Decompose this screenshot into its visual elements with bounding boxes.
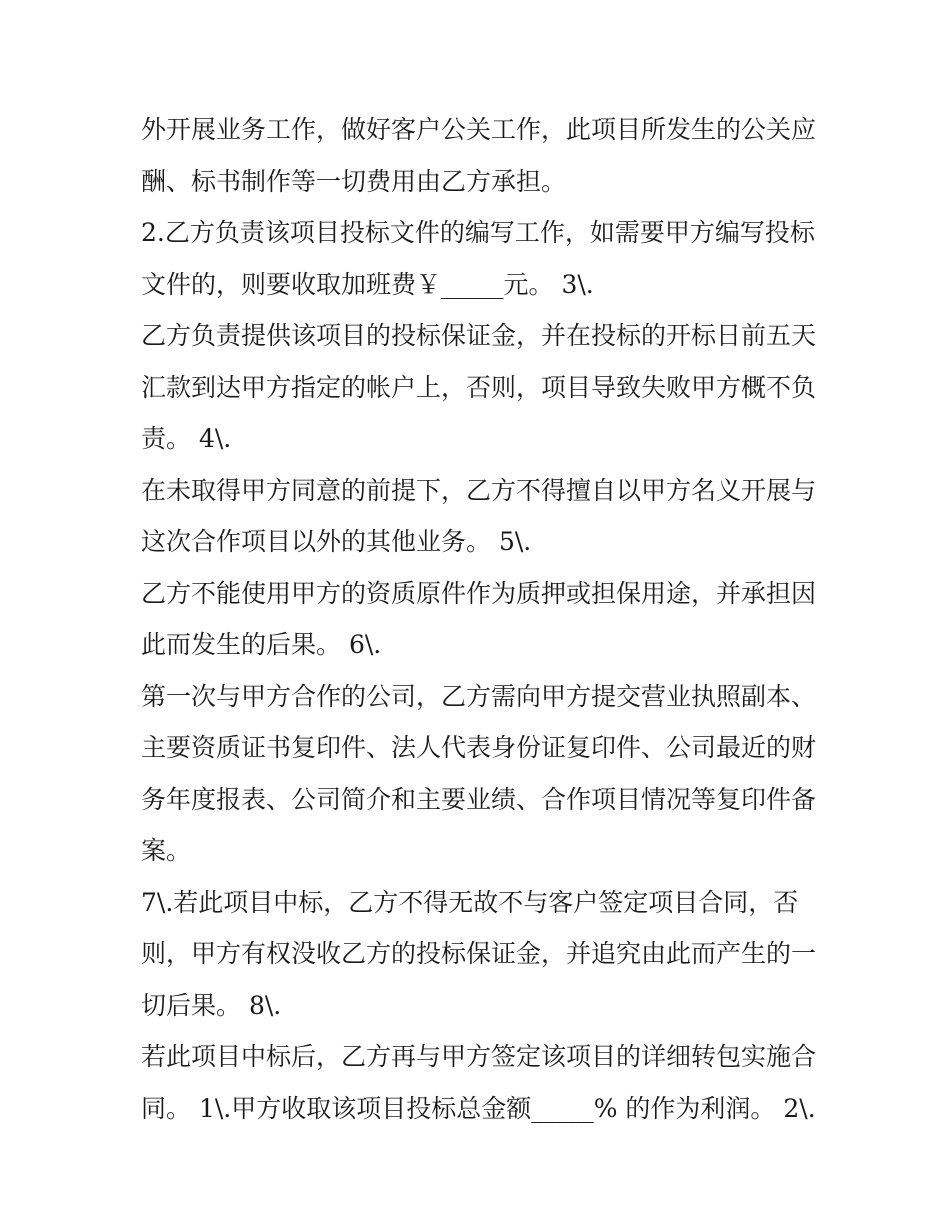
text-line: 文件的，则要收取加班费￥_____元。 3\. — [141, 269, 594, 299]
text-line: 责。 4\. — [141, 424, 232, 453]
text-line: 在未取得甲方同意的前提下，乙方不得擅自以甲方名义开展与 — [141, 475, 817, 505]
text-line: 切后果。 8\. — [141, 990, 282, 1020]
text-line: 同。 1\.甲方收取该项目投标总金额_____% 的作为利润。 2\. — [141, 1093, 816, 1123]
text-line: 若此项目中标后，乙方再与甲方签定该项目的详细转包实施合 — [141, 1042, 817, 1071]
text-line: 则，甲方有权没收乙方的投标保证金，并追究由此而产生的一 — [141, 939, 817, 968]
contract-text-body — [141, 104, 821, 1134]
text-line: 7\.若此项目中标，乙方不得无故不与客户签定项目合同，否 — [141, 887, 799, 917]
text-line: 乙方不能使用甲方的资质原件作为质押或担保用途，并承担因 — [141, 578, 817, 608]
text-line: 主要资质证书复印件、法人代表身份证复印件、公司最近的财 — [141, 733, 817, 762]
text-line: 汇款到达甲方指定的帐户上，否则，项目导致失败甲方概不负 — [141, 372, 817, 402]
text-line: 务年度报表、公司简介和主要业绩、合作项目情况等复印件备 — [141, 784, 817, 814]
text-line: 酬、标书制作等一切费用由乙方承担。 — [141, 166, 567, 196]
text-line: 第一次与甲方合作的公司，乙方需向甲方提交营业执照副本、 — [141, 681, 817, 711]
text-line: 外开展业务工作，做好客户公关工作，此项目所发生的公关应 — [141, 115, 817, 144]
text-line: 2.乙方负责该项目投标文件的编写工作，如需要甲方编写投标 — [141, 218, 815, 247]
text-line: 此而发生的后果。 6\. — [141, 630, 382, 659]
text-line: 这次合作项目以外的其他业务。 5\. — [141, 527, 532, 556]
text-line: 案。 — [141, 836, 192, 865]
text-line: 乙方负责提供该项目的投标保证金，并在投标的开标日前五天 — [141, 321, 817, 350]
